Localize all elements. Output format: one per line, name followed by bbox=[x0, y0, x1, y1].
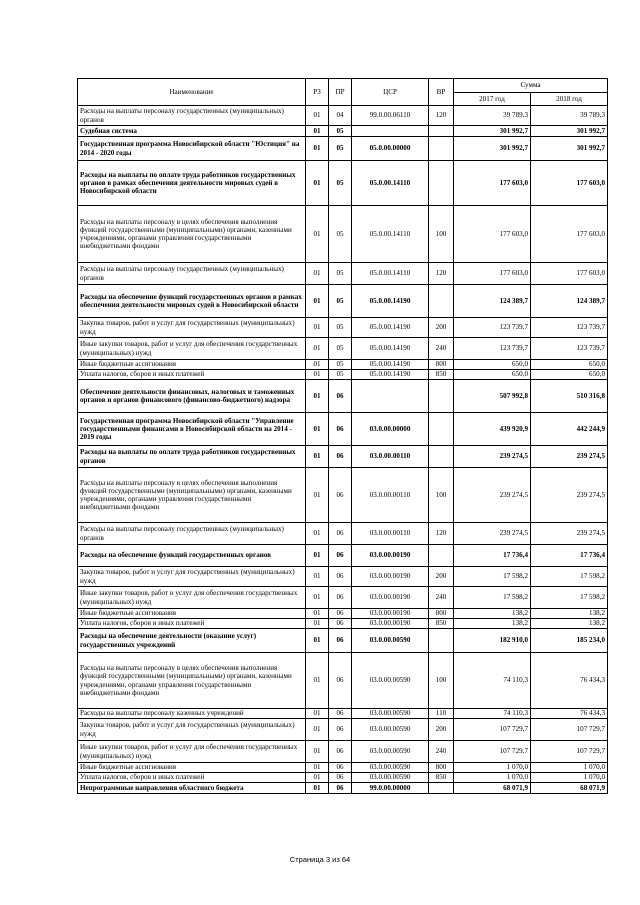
row-rz: 01 bbox=[306, 783, 329, 794]
table-row bbox=[78, 380, 608, 413]
row-sum-2018: 1 070,0 bbox=[531, 773, 608, 783]
row-name: Расходы на выплаты персоналу в целях обеспечения выполнения функций государственными (муниципальными) органами, казенными учреждениями, органами управления государственными внебюджетными фондами bbox=[78, 653, 306, 709]
row-pr: 06 bbox=[329, 380, 352, 413]
row-vr: 200 bbox=[429, 567, 454, 587]
row-name: Расходы на выплаты по оплате труда работников государственных органов в рамках обеспечения деятельности мировых судей в Новосибирской области bbox=[78, 161, 306, 206]
table-row bbox=[78, 126, 608, 137]
row-pr: 05 bbox=[329, 370, 352, 380]
row-pr: 05 bbox=[329, 206, 352, 263]
row-csr: 03.0.00.00190 bbox=[352, 619, 429, 629]
row-sum-2017: 124 389,7 bbox=[454, 285, 531, 318]
row-sum-2017: 650,0 bbox=[454, 360, 531, 370]
row-sum-2018: 124 389,7 bbox=[531, 285, 608, 318]
row-sum-2018: 107 729,7 bbox=[531, 719, 608, 741]
row-csr: 03.0.00.00190 bbox=[352, 609, 429, 619]
row-sum-2017: 239 274,5 bbox=[454, 468, 531, 523]
row-name: Государственная программа Новосибирской области "Управление государственными финансами в Новосибирской области на 2014 - 2019 годы bbox=[78, 413, 306, 446]
row-vr: 850 bbox=[429, 773, 454, 783]
row-vr: 100 bbox=[429, 653, 454, 709]
row-name: Иные закупки товаров, работ и услуг для обеспечения государственных (муниципальных) нужд bbox=[78, 338, 306, 360]
row-sum-2017: 17 598,2 bbox=[454, 587, 531, 609]
row-vr: 800 bbox=[429, 763, 454, 773]
row-csr bbox=[352, 126, 429, 137]
row-pr: 06 bbox=[329, 413, 352, 446]
row-vr: 120 bbox=[429, 263, 454, 285]
table-row bbox=[78, 719, 608, 741]
row-rz: 01 bbox=[306, 137, 329, 161]
row-sum-2017: 439 920,9 bbox=[454, 413, 531, 446]
row-sum-2017: 17 598,2 bbox=[454, 567, 531, 587]
row-vr bbox=[429, 137, 454, 161]
table-row bbox=[78, 285, 608, 318]
row-name: Иные закупки товаров, работ и услуг для обеспечения государственных (муниципальных) нужд bbox=[78, 741, 306, 763]
table-row bbox=[78, 709, 608, 719]
table-row bbox=[78, 137, 608, 161]
row-sum-2017: 177 603,0 bbox=[454, 161, 531, 206]
row-csr: 05.0.00.14190 bbox=[352, 318, 429, 338]
row-vr: 240 bbox=[429, 338, 454, 360]
table-header bbox=[78, 79, 608, 106]
table-row bbox=[78, 370, 608, 380]
row-rz: 01 bbox=[306, 360, 329, 370]
table-row bbox=[78, 360, 608, 370]
row-sum-2017: 39 789,3 bbox=[454, 106, 531, 126]
row-csr: 03.0.00.00110 bbox=[352, 468, 429, 523]
row-sum-2018: 239 274,5 bbox=[531, 446, 608, 468]
row-vr: 200 bbox=[429, 719, 454, 741]
row-name: Иные закупки товаров, работ и услуг для обеспечения государственных (муниципальных) нужд bbox=[78, 587, 306, 609]
col-header-vr: ВР bbox=[429, 79, 454, 106]
row-pr: 06 bbox=[329, 719, 352, 741]
table-row bbox=[78, 545, 608, 567]
row-rz: 01 bbox=[306, 413, 329, 446]
row-csr: 03.0.00.00190 bbox=[352, 545, 429, 567]
row-rz: 01 bbox=[306, 619, 329, 629]
row-name: Расходы на выплаты персоналу государственных (муниципальных) органов bbox=[78, 106, 306, 126]
row-csr: 05.0.00.14110 bbox=[352, 263, 429, 285]
row-sum-2017: 182 910,0 bbox=[454, 629, 531, 653]
row-csr: 05.0.00.14190 bbox=[352, 285, 429, 318]
row-name: Уплата налогов, сборов и иных платежей bbox=[78, 773, 306, 783]
row-sum-2018: 510 316,8 bbox=[531, 380, 608, 413]
row-rz: 01 bbox=[306, 126, 329, 137]
row-sum-2017: 507 992,8 bbox=[454, 380, 531, 413]
row-csr: 03.0.00.00590 bbox=[352, 773, 429, 783]
row-vr bbox=[429, 285, 454, 318]
table-row bbox=[78, 206, 608, 263]
row-pr: 06 bbox=[329, 653, 352, 709]
col-header-name: Наименование bbox=[78, 79, 306, 106]
col-header-pr: ПР bbox=[329, 79, 352, 106]
row-rz: 01 bbox=[306, 318, 329, 338]
row-csr: 99.0.00.06110 bbox=[352, 106, 429, 126]
row-csr: 03.0.00.00110 bbox=[352, 446, 429, 468]
row-vr: 850 bbox=[429, 370, 454, 380]
table-row bbox=[78, 106, 608, 126]
row-name: Закупка товаров, работ и услуг для государственных (муниципальных) нужд bbox=[78, 318, 306, 338]
row-pr: 05 bbox=[329, 263, 352, 285]
table-row bbox=[78, 318, 608, 338]
row-vr: 110 bbox=[429, 709, 454, 719]
row-sum-2018: 76 434,3 bbox=[531, 709, 608, 719]
row-rz: 01 bbox=[306, 587, 329, 609]
col-header-2018: 2018 год bbox=[531, 92, 608, 106]
row-rz: 01 bbox=[306, 263, 329, 285]
table-row bbox=[78, 413, 608, 446]
row-sum-2018: 17 598,2 bbox=[531, 567, 608, 587]
row-sum-2017: 239 274,5 bbox=[454, 446, 531, 468]
row-sum-2017: 239 274,5 bbox=[454, 523, 531, 545]
row-rz: 01 bbox=[306, 567, 329, 587]
row-sum-2017: 177 603,0 bbox=[454, 206, 531, 263]
row-vr: 120 bbox=[429, 106, 454, 126]
row-sum-2017: 74 110,3 bbox=[454, 653, 531, 709]
table-row bbox=[78, 523, 608, 545]
row-name: Расходы на обеспечение функций государственных органов в рамках обеспечения деятельности мировых судей в Новосибирской области bbox=[78, 285, 306, 318]
row-sum-2018: 123 739,7 bbox=[531, 318, 608, 338]
row-sum-2018: 650,0 bbox=[531, 360, 608, 370]
row-vr: 100 bbox=[429, 468, 454, 523]
row-rz: 01 bbox=[306, 206, 329, 263]
table-row bbox=[78, 567, 608, 587]
row-csr: 05.0.00.14110 bbox=[352, 206, 429, 263]
row-pr: 05 bbox=[329, 338, 352, 360]
row-vr bbox=[429, 380, 454, 413]
row-name: Расходы на выплаты персоналу в целях обеспечения выполнения функций государственными (муниципальными) органами, казенными учреждениями, органами управления государственными внебюджетными фондами bbox=[78, 468, 306, 523]
row-pr: 05 bbox=[329, 126, 352, 137]
row-pr: 06 bbox=[329, 783, 352, 794]
row-name: Закупка товаров, работ и услуг для государственных (муниципальных) нужд bbox=[78, 567, 306, 587]
row-pr: 05 bbox=[329, 360, 352, 370]
row-name: Расходы на выплаты персоналу в целях обеспечения выполнения функций государственными (муниципальными) органами, казенными учреждениями, органами управления государственными внебюджетными фондами bbox=[78, 206, 306, 263]
row-vr bbox=[429, 783, 454, 794]
row-vr: 120 bbox=[429, 523, 454, 545]
row-pr: 06 bbox=[329, 741, 352, 763]
row-vr bbox=[429, 446, 454, 468]
row-pr: 06 bbox=[329, 619, 352, 629]
row-pr: 06 bbox=[329, 523, 352, 545]
row-sum-2017: 107 729,7 bbox=[454, 741, 531, 763]
row-sum-2017: 177 603,0 bbox=[454, 263, 531, 285]
row-csr: 03.0.00.00000 bbox=[352, 413, 429, 446]
col-header-2017: 2017 год bbox=[454, 92, 531, 106]
row-sum-2018: 138,2 bbox=[531, 609, 608, 619]
row-rz: 01 bbox=[306, 370, 329, 380]
row-name: Расходы на выплаты по оплате труда работников государственных органов bbox=[78, 446, 306, 468]
row-vr bbox=[429, 161, 454, 206]
row-rz: 01 bbox=[306, 380, 329, 413]
row-sum-2017: 123 739,7 bbox=[454, 318, 531, 338]
row-sum-2018: 650,0 bbox=[531, 370, 608, 380]
row-vr: 850 bbox=[429, 619, 454, 629]
row-vr: 200 bbox=[429, 318, 454, 338]
row-pr: 06 bbox=[329, 567, 352, 587]
row-name: Расходы на выплаты персоналу государственных (муниципальных) органов bbox=[78, 263, 306, 285]
table-row bbox=[78, 763, 608, 773]
table-row bbox=[78, 741, 608, 763]
row-rz: 01 bbox=[306, 741, 329, 763]
table-row bbox=[78, 773, 608, 783]
row-vr: 240 bbox=[429, 741, 454, 763]
row-name: Иные бюджетные ассигнования bbox=[78, 763, 306, 773]
row-name: Расходы на обеспечение деятельности (оказание услуг) государственных учреждений bbox=[78, 629, 306, 653]
row-pr: 06 bbox=[329, 629, 352, 653]
row-sum-2018: 123 739,7 bbox=[531, 338, 608, 360]
row-vr bbox=[429, 629, 454, 653]
table-row bbox=[78, 161, 608, 206]
row-sum-2018: 1 070,0 bbox=[531, 763, 608, 773]
row-rz: 01 bbox=[306, 468, 329, 523]
table-body bbox=[78, 106, 608, 794]
row-pr: 06 bbox=[329, 446, 352, 468]
row-name: Судебная система bbox=[78, 126, 306, 137]
row-sum-2017: 650,0 bbox=[454, 370, 531, 380]
row-rz: 01 bbox=[306, 161, 329, 206]
row-pr: 05 bbox=[329, 318, 352, 338]
row-csr: 03.0.00.00590 bbox=[352, 741, 429, 763]
row-pr: 06 bbox=[329, 545, 352, 567]
row-rz: 01 bbox=[306, 629, 329, 653]
col-header-sum: Сумма bbox=[454, 79, 608, 93]
row-rz: 01 bbox=[306, 609, 329, 619]
row-sum-2017: 68 071,9 bbox=[454, 783, 531, 794]
row-sum-2018: 177 603,0 bbox=[531, 161, 608, 206]
row-pr: 04 bbox=[329, 106, 352, 126]
table-row bbox=[78, 619, 608, 629]
row-sum-2017: 301 992,7 bbox=[454, 126, 531, 137]
row-pr: 06 bbox=[329, 587, 352, 609]
table-row bbox=[78, 653, 608, 709]
col-header-rz: РЗ bbox=[306, 79, 329, 106]
row-sum-2017: 107 729,7 bbox=[454, 719, 531, 741]
table-row bbox=[78, 468, 608, 523]
row-csr: 03.0.00.00590 bbox=[352, 653, 429, 709]
row-csr: 03.0.00.00190 bbox=[352, 567, 429, 587]
row-vr: 800 bbox=[429, 360, 454, 370]
row-rz: 01 bbox=[306, 285, 329, 318]
row-pr: 06 bbox=[329, 773, 352, 783]
row-sum-2018: 177 603,0 bbox=[531, 263, 608, 285]
row-sum-2017: 1 070,0 bbox=[454, 773, 531, 783]
row-csr: 03.0.00.00190 bbox=[352, 587, 429, 609]
row-pr: 05 bbox=[329, 285, 352, 318]
table-row bbox=[78, 446, 608, 468]
row-csr: 03.0.00.00590 bbox=[352, 763, 429, 773]
budget-table bbox=[77, 78, 608, 794]
row-rz: 01 bbox=[306, 446, 329, 468]
row-vr: 100 bbox=[429, 206, 454, 263]
row-csr: 05.0.00.14110 bbox=[352, 161, 429, 206]
row-sum-2018: 68 071,9 bbox=[531, 783, 608, 794]
row-rz: 01 bbox=[306, 773, 329, 783]
row-name: Уплата налогов, сборов и иных платежей bbox=[78, 619, 306, 629]
table-row bbox=[78, 629, 608, 653]
row-sum-2018: 301 992,7 bbox=[531, 137, 608, 161]
row-csr: 03.0.00.00590 bbox=[352, 629, 429, 653]
row-sum-2017: 138,2 bbox=[454, 619, 531, 629]
col-header-csr: ЦСР bbox=[352, 79, 429, 106]
row-rz: 01 bbox=[306, 763, 329, 773]
row-sum-2018: 138,2 bbox=[531, 619, 608, 629]
row-rz: 01 bbox=[306, 719, 329, 741]
row-csr: 03.0.00.00590 bbox=[352, 719, 429, 741]
row-name: Уплата налогов, сборов и иных платежей bbox=[78, 370, 306, 380]
row-name: Расходы на выплаты персоналу государственных (муниципальных) органов bbox=[78, 523, 306, 545]
row-sum-2017: 74 110,3 bbox=[454, 709, 531, 719]
row-csr: 03.0.00.00110 bbox=[352, 523, 429, 545]
row-sum-2017: 17 736,4 bbox=[454, 545, 531, 567]
row-name: Обеспечение деятельности финансовых, налоговых и таможенных органов и органов финансового (финансово-бюджетного) надзора bbox=[78, 380, 306, 413]
row-sum-2018: 107 729,7 bbox=[531, 741, 608, 763]
row-sum-2018: 239 274,5 bbox=[531, 523, 608, 545]
row-pr: 05 bbox=[329, 161, 352, 206]
row-sum-2018: 177 603,0 bbox=[531, 206, 608, 263]
row-csr: 05.0.00.00000 bbox=[352, 137, 429, 161]
row-pr: 06 bbox=[329, 609, 352, 619]
row-sum-2018: 185 234,0 bbox=[531, 629, 608, 653]
row-name: Закупка товаров, работ и услуг для государственных (муниципальных) нужд bbox=[78, 719, 306, 741]
row-sum-2018: 239 274,5 bbox=[531, 468, 608, 523]
table-row bbox=[78, 338, 608, 360]
row-name: Расходы на выплаты персоналу казенных учреждений bbox=[78, 709, 306, 719]
row-rz: 01 bbox=[306, 106, 329, 126]
table-row bbox=[78, 783, 608, 794]
row-csr: 05.0.00.14190 bbox=[352, 360, 429, 370]
row-pr: 06 bbox=[329, 709, 352, 719]
row-pr: 06 bbox=[329, 763, 352, 773]
row-sum-2018: 17 598,2 bbox=[531, 587, 608, 609]
row-csr: 99.0.00.00000 bbox=[352, 783, 429, 794]
row-name: Иные бюджетные ассигнования bbox=[78, 360, 306, 370]
row-rz: 01 bbox=[306, 338, 329, 360]
row-vr bbox=[429, 545, 454, 567]
row-sum-2018: 76 434,3 bbox=[531, 653, 608, 709]
row-csr: 05.0.00.14190 bbox=[352, 338, 429, 360]
row-vr bbox=[429, 413, 454, 446]
row-pr: 05 bbox=[329, 137, 352, 161]
row-vr: 240 bbox=[429, 587, 454, 609]
row-rz: 01 bbox=[306, 709, 329, 719]
row-rz: 01 bbox=[306, 653, 329, 709]
row-sum-2017: 1 070,0 bbox=[454, 763, 531, 773]
row-sum-2018: 442 244,9 bbox=[531, 413, 608, 446]
row-sum-2018: 39 789,3 bbox=[531, 106, 608, 126]
row-sum-2017: 123 739,7 bbox=[454, 338, 531, 360]
row-vr bbox=[429, 126, 454, 137]
row-sum-2018: 301 992,7 bbox=[531, 126, 608, 137]
table-row bbox=[78, 587, 608, 609]
row-name: Расходы на обеспечение функций государственных органов bbox=[78, 545, 306, 567]
row-name: Непрограммные направления областного бюджета bbox=[78, 783, 306, 794]
row-vr: 800 bbox=[429, 609, 454, 619]
row-csr bbox=[352, 380, 429, 413]
row-sum-2017: 138,2 bbox=[454, 609, 531, 619]
row-csr: 03.0.00.00590 bbox=[352, 709, 429, 719]
row-sum-2017: 301 992,7 bbox=[454, 137, 531, 161]
row-name: Государственная программа Новосибирской области "Юстиция" на 2014 - 2020 годы bbox=[78, 137, 306, 161]
row-rz: 01 bbox=[306, 545, 329, 567]
page-number: Страница 3 из 64 bbox=[289, 855, 351, 864]
row-name: Иные бюджетные ассигнования bbox=[78, 609, 306, 619]
table-row bbox=[78, 263, 608, 285]
row-rz: 01 bbox=[306, 523, 329, 545]
row-sum-2018: 17 736,4 bbox=[531, 545, 608, 567]
table-row bbox=[78, 609, 608, 619]
row-pr: 06 bbox=[329, 468, 352, 523]
row-csr: 05.0.00.14190 bbox=[352, 370, 429, 380]
